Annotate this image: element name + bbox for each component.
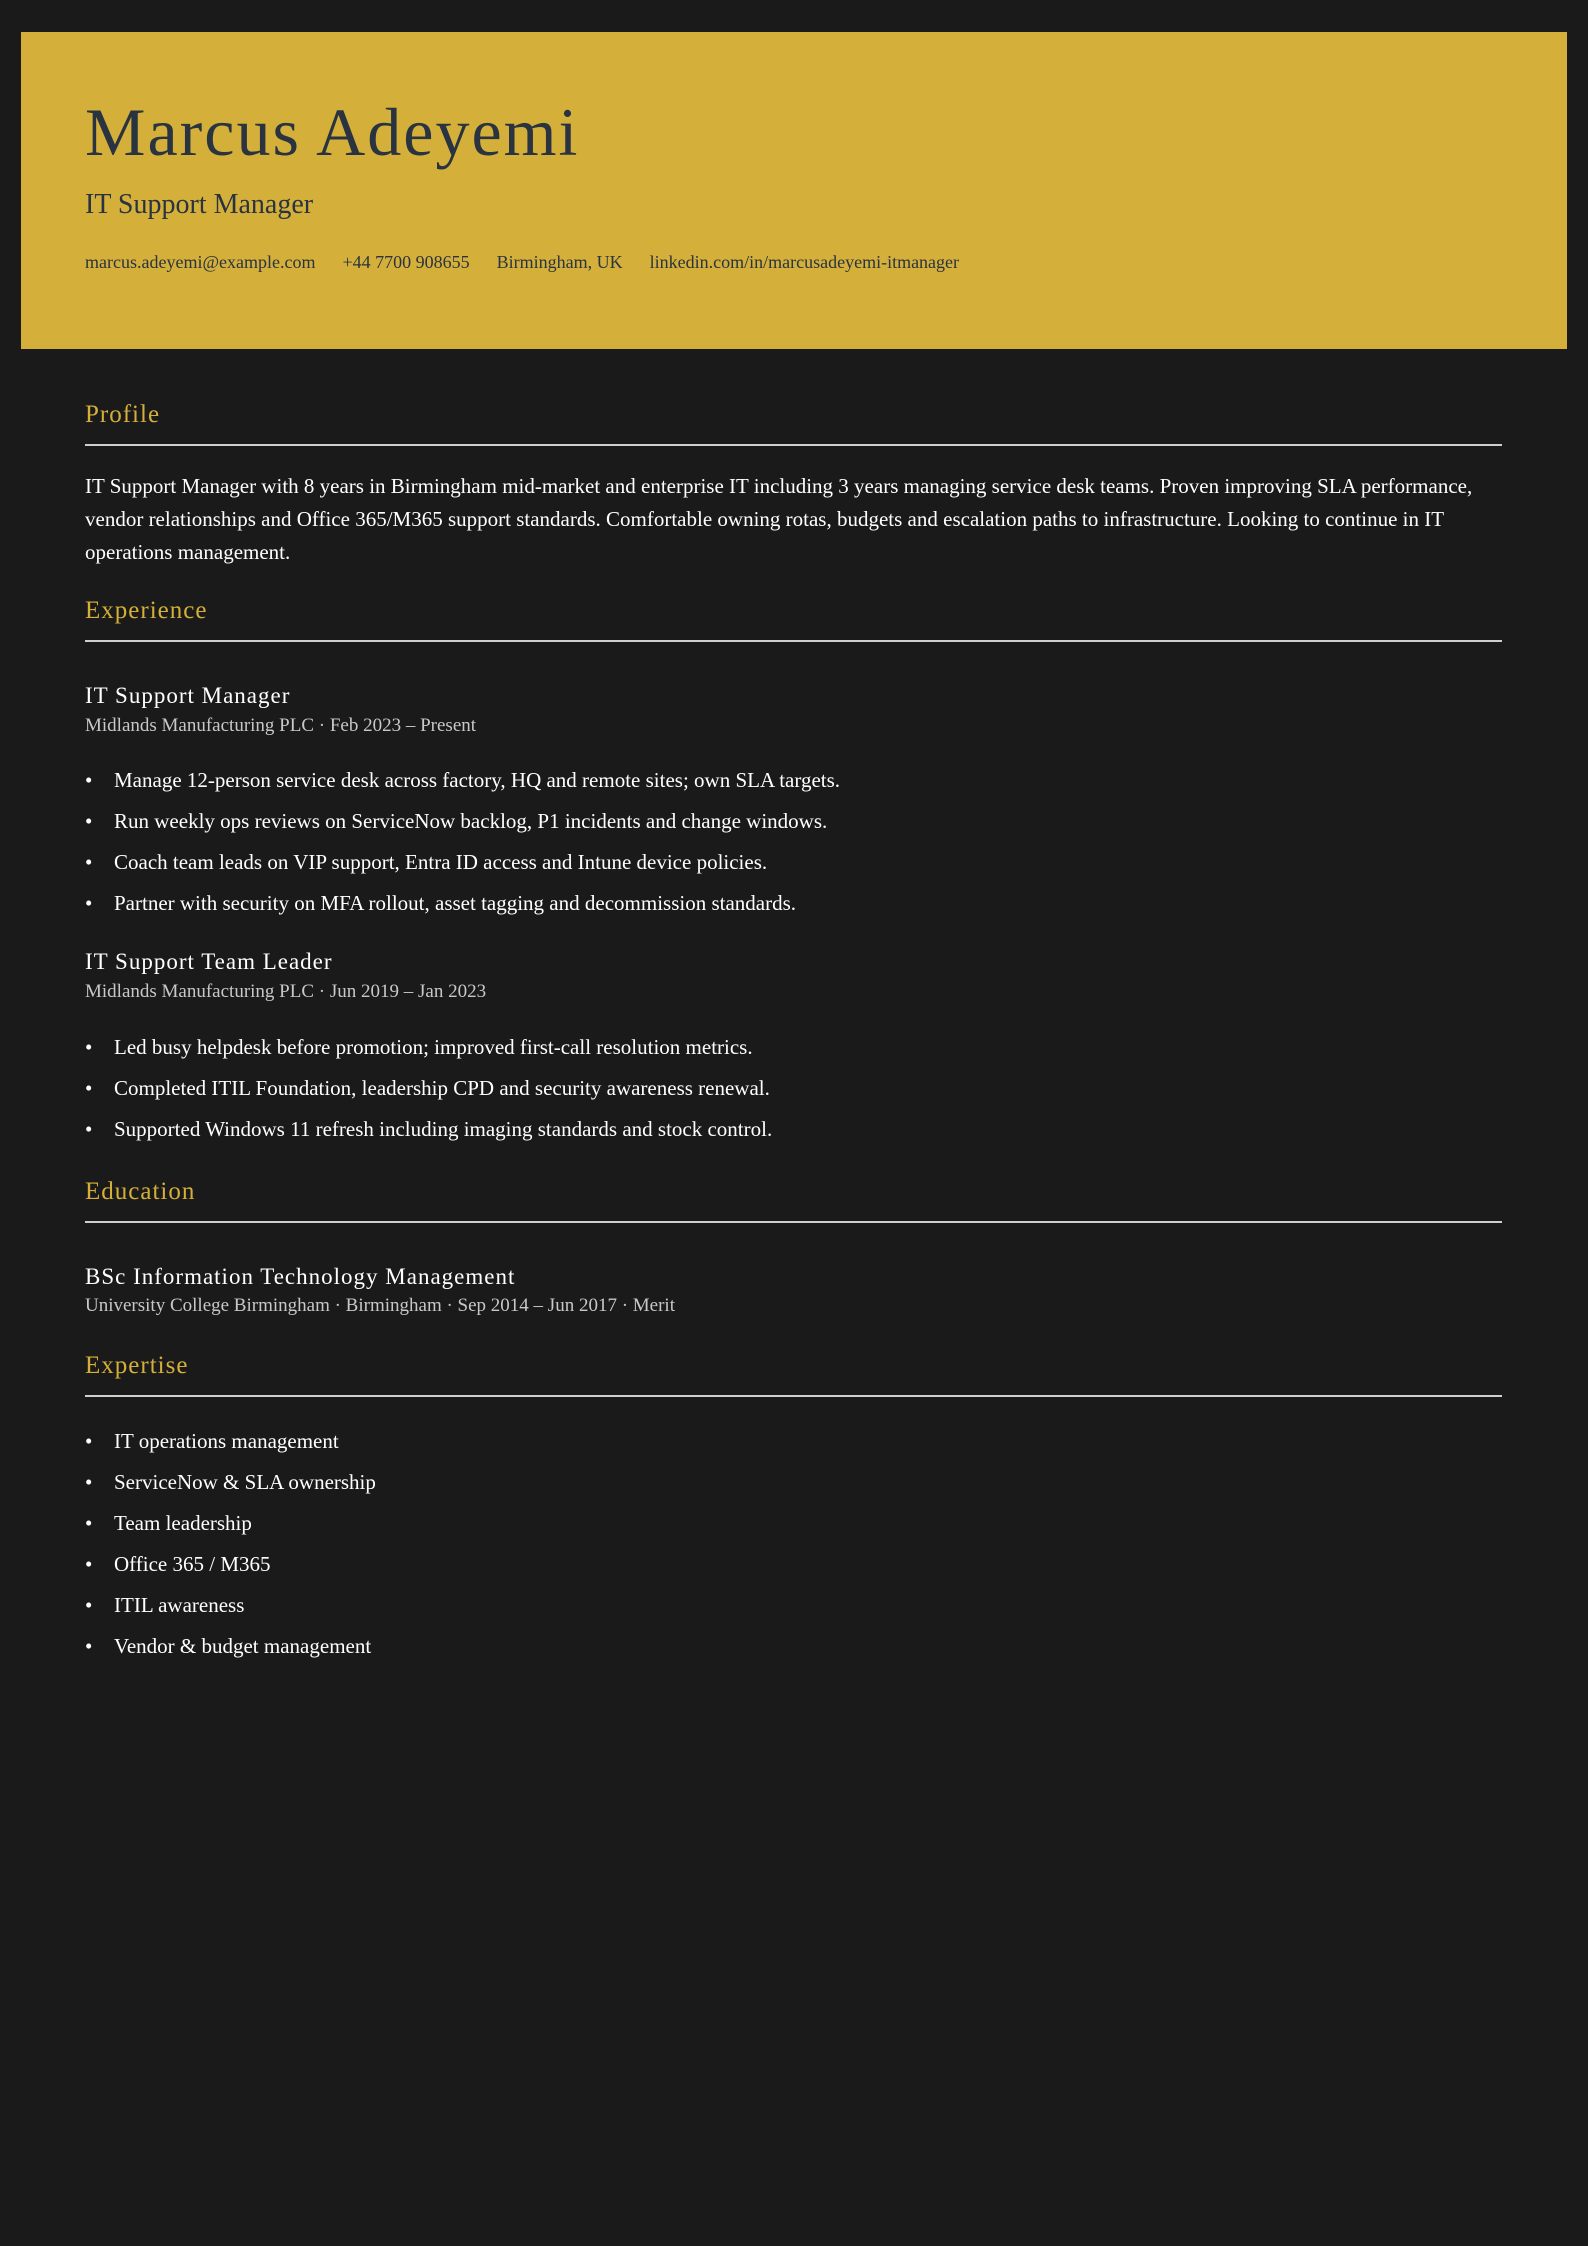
degree-title: BSc Information Technology Management	[85, 1263, 516, 1289]
profile-summary: IT Support Manager with 8 years in Birmingham mid-market and enterprise IT including 3 years managing service desk teams. Proven improving SLA performance, vendor relationships and Office 365/M365 support standards. Comfortable owning rotas, budgets and escalation paths to infrastructure. Looking to continue in IT operations management.	[85, 474, 1473, 564]
list-item	[85, 1626, 1502, 1667]
contact-linkedin[interactable]: linkedin.com/in/marcusadeyemi-itmanager	[649, 252, 960, 272]
bullet-text: Coach team leads on VIP support, Entra ID access and Intune device policies.	[114, 850, 768, 875]
list-item	[85, 1503, 1502, 1544]
section-divider	[85, 444, 1502, 446]
bullet-text: Completed ITIL Foundation, leadership CPD and security awareness renewal.	[114, 1075, 770, 1100]
job-meta: Midlands Manufacturing PLC · Jun 2019 – Jan 2023	[85, 980, 487, 1002]
contact-phone[interactable]: +44 7700 908655	[342, 252, 470, 272]
degree-meta: University College Birmingham · Birmingham · Sep 2014 – Jun 2017 · Merit	[85, 1295, 675, 1317]
skill-text: IT operations management	[114, 1428, 339, 1453]
section-divider	[85, 1221, 1502, 1223]
list-item	[85, 801, 1502, 842]
skill-text: Office 365 / M365	[114, 1551, 271, 1576]
job-title: IT Support Manager	[85, 683, 291, 708]
bullet-icon: •	[85, 1592, 93, 1617]
list-item	[85, 842, 1502, 883]
bullet-icon: •	[85, 891, 93, 916]
bullet-icon: •	[85, 1034, 93, 1059]
list-item	[85, 883, 1502, 924]
skill-text: Team leadership	[114, 1510, 252, 1535]
bullet-icon: •	[85, 1428, 93, 1453]
job-meta: Midlands Manufacturing PLC · Feb 2023 – Present	[85, 714, 477, 736]
bullet-icon: •	[85, 1469, 93, 1494]
bullet-text: Run weekly ops reviews on ServiceNow backlog, P1 incidents and change windows.	[114, 809, 828, 834]
job-title: IT Support Team Leader	[85, 949, 333, 975]
bullet-icon: •	[85, 1510, 93, 1535]
bullet-icon: •	[85, 1116, 93, 1141]
profile-section	[85, 400, 1502, 569]
contact-line	[85, 252, 959, 274]
list-item	[85, 1544, 1502, 1585]
bullet-icon: •	[85, 850, 93, 875]
expertise-section	[85, 1351, 1502, 1667]
list-item	[85, 760, 1502, 801]
skill-text: ServiceNow & SLA ownership	[114, 1469, 376, 1494]
list-item	[85, 1585, 1502, 1626]
skill-text: ITIL awareness	[114, 1592, 245, 1617]
resume-header	[21, 32, 1567, 349]
job-bullets	[85, 760, 1502, 924]
bullet-text: Manage 12-person service desk across factory, HQ and remote sites; own SLA targets.	[114, 768, 841, 793]
expertise-heading: Expertise	[85, 1351, 189, 1379]
list-item	[85, 1421, 1502, 1462]
list-item	[85, 1109, 1502, 1150]
profile-heading: Profile	[85, 401, 161, 428]
candidate-name: Marcus Adeyemi	[85, 94, 580, 170]
resume-body	[85, 400, 1502, 1667]
job-bullets	[85, 1027, 1502, 1150]
list-item	[85, 1462, 1502, 1503]
list-item	[85, 1027, 1502, 1068]
list-item	[85, 1068, 1502, 1109]
contact-email[interactable]: marcus.adeyemi@example.com	[85, 252, 316, 272]
bullet-icon: •	[85, 1551, 93, 1576]
education-heading: Education	[85, 1177, 196, 1205]
education-section	[85, 1177, 1502, 1319]
expertise-list	[85, 1421, 1502, 1667]
experience-heading: Experience	[85, 597, 208, 624]
bullet-icon: •	[85, 1075, 93, 1100]
bullet-icon: •	[85, 1633, 93, 1658]
section-divider	[85, 1395, 1502, 1397]
contact-location: Birmingham, UK	[496, 252, 623, 272]
experience-section	[85, 596, 1502, 1150]
bullet-text: Supported Windows 11 refresh including imaging standards and stock control.	[114, 1116, 773, 1141]
bullet-text: Partner with security on MFA rollout, asset tagging and decommission standards.	[114, 891, 797, 916]
bullet-text: Led busy helpdesk before promotion; improved first-call resolution metrics.	[114, 1034, 753, 1059]
section-divider	[85, 640, 1502, 642]
bullet-icon: •	[85, 809, 93, 834]
skill-text: Vendor & budget management	[114, 1633, 372, 1658]
candidate-role: IT Support Manager	[85, 189, 314, 220]
bullet-icon: •	[85, 768, 93, 793]
